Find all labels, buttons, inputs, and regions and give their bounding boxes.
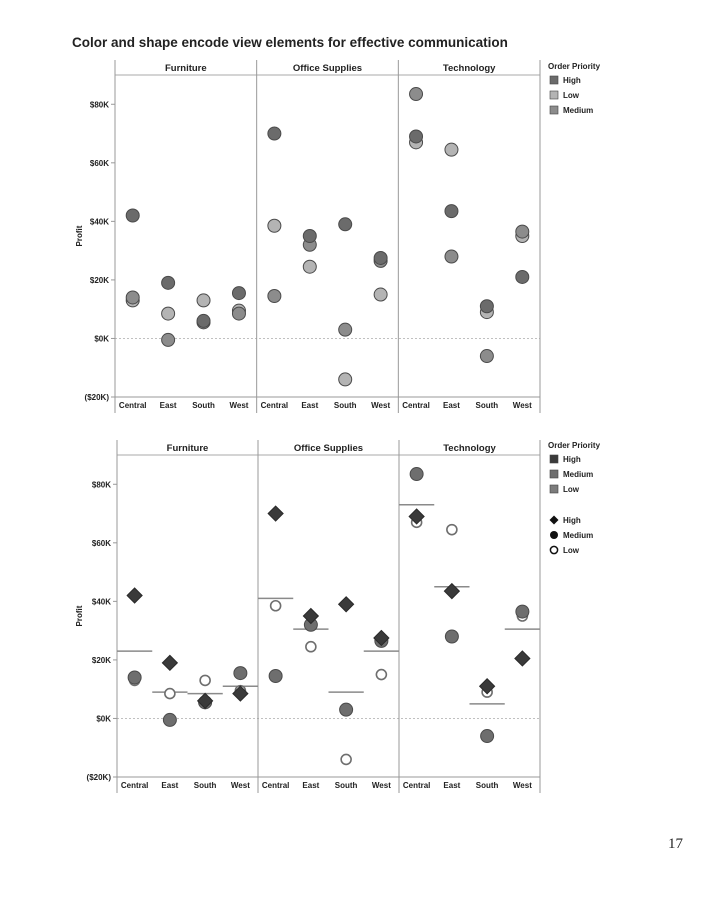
- x-tick-technology-south: South: [475, 781, 499, 790]
- panel-header-furniture: Furniture: [166, 443, 209, 454]
- point-medium-furniture-west: [232, 307, 245, 320]
- legend-shape-low: [550, 546, 557, 553]
- x-tick-office-supplies-east: East: [302, 781, 320, 790]
- point-medium-technology-east: [445, 250, 458, 263]
- y-tick-label: $80K: [89, 100, 109, 110]
- panel-header-furniture: Furniture: [164, 63, 207, 74]
- x-tick-furniture-south: South: [193, 781, 217, 790]
- x-tick-technology-south: South: [475, 401, 499, 410]
- x-tick-furniture-central: Central: [118, 401, 147, 410]
- legend-shape-medium: [550, 531, 558, 539]
- point-high-office-supplies-west: [374, 251, 387, 264]
- x-tick-office-supplies-south: South: [333, 401, 357, 410]
- point-medium-technology-west: [516, 225, 529, 238]
- panel-header-technology: Technology: [443, 443, 496, 454]
- point-high-furniture-west: [232, 287, 245, 300]
- x-tick-furniture-west: West: [229, 401, 249, 410]
- x-tick-office-supplies-west: West: [371, 781, 391, 790]
- page-number: 17: [668, 836, 683, 852]
- point-medium-technology-south: [481, 730, 494, 743]
- legend-swatch-high: [550, 455, 558, 463]
- legend: [548, 441, 601, 555]
- x-tick-technology-east: East: [443, 401, 460, 410]
- point-low-office-supplies-east: [303, 260, 316, 273]
- point-high-furniture-east: [162, 276, 175, 289]
- legend: [548, 62, 601, 115]
- point-medium-technology-central: [410, 88, 423, 101]
- legend-swatch-high: [550, 76, 558, 84]
- y-tick-label: $60K: [89, 158, 109, 168]
- y-axis-label: Profit: [75, 225, 84, 247]
- y-tick-label: ($20K): [86, 773, 111, 782]
- point-high-office-supplies-central: [268, 506, 283, 521]
- x-tick-office-supplies-west: West: [371, 401, 391, 410]
- legend-swatch-low: [550, 485, 558, 493]
- x-tick-technology-west: West: [512, 781, 532, 790]
- x-tick-technology-central: Central: [402, 401, 430, 410]
- point-medium-furniture-central: [128, 671, 141, 684]
- point-high-technology-west: [516, 270, 529, 283]
- y-axis-label: Profit: [75, 605, 84, 627]
- point-low-office-supplies-south: [341, 754, 351, 764]
- legend-swatch-low: [550, 91, 558, 99]
- point-medium-office-supplies-central: [269, 670, 282, 683]
- y-tick-label: $0K: [96, 714, 111, 724]
- point-low-technology-east: [447, 525, 457, 535]
- page-title: Color and shape encode view elements for effective communication: [72, 35, 508, 50]
- x-tick-furniture-east: East: [159, 401, 177, 410]
- x-tick-office-supplies-east: East: [301, 401, 319, 410]
- point-medium-technology-south: [480, 350, 493, 363]
- legend-shape-label-medium: Medium: [563, 531, 594, 540]
- point-high-furniture-south: [197, 314, 210, 327]
- panel-header-technology: Technology: [442, 63, 496, 74]
- point-high-office-supplies-east: [303, 230, 316, 243]
- x-tick-furniture-central: Central: [120, 781, 149, 790]
- point-low-technology-east: [445, 143, 458, 156]
- y-tick-label: $20K: [89, 275, 109, 285]
- legend-label-low: Low: [563, 485, 579, 494]
- y-tick-label: $40K: [89, 217, 109, 227]
- point-high-office-supplies-south: [339, 218, 352, 231]
- point-high-office-supplies-south: [339, 597, 354, 612]
- point-medium-furniture-central: [126, 291, 139, 304]
- point-high-furniture-east: [162, 655, 177, 670]
- legend-label-high: High: [563, 76, 581, 85]
- y-tick-label: $60K: [91, 538, 111, 548]
- point-medium-technology-east: [445, 630, 458, 643]
- point-low-office-supplies-east: [306, 642, 316, 652]
- point-medium-technology-west: [516, 605, 529, 618]
- point-low-furniture-south: [197, 294, 210, 307]
- legend-shape-label-high: High: [563, 516, 581, 525]
- x-tick-office-supplies-south: South: [334, 781, 358, 790]
- x-tick-office-supplies-central: Central: [260, 401, 289, 410]
- point-low-furniture-south: [200, 675, 210, 685]
- point-high-furniture-central: [127, 588, 142, 603]
- legend-label-low: Low: [563, 91, 579, 100]
- y-tick-label: ($20K): [84, 393, 109, 402]
- x-tick-technology-central: Central: [402, 781, 431, 790]
- x-tick-furniture-west: West: [230, 781, 250, 790]
- panel-header-office-supplies: Office Supplies: [293, 443, 364, 454]
- point-medium-furniture-east: [163, 713, 176, 726]
- point-high-office-supplies-central: [268, 127, 281, 140]
- point-low-office-supplies-south: [339, 373, 352, 386]
- point-medium-office-supplies-south: [340, 703, 353, 716]
- point-medium-furniture-east: [162, 333, 175, 346]
- legend-title: Order Priority: [548, 441, 601, 450]
- legend-shape-label-low: Low: [563, 546, 579, 555]
- chart-1: [75, 60, 601, 413]
- x-tick-office-supplies-central: Central: [261, 781, 290, 790]
- y-tick-label: $40K: [91, 597, 111, 607]
- point-high-furniture-central: [126, 209, 139, 222]
- x-tick-furniture-east: East: [161, 781, 179, 790]
- y-tick-label: $20K: [91, 655, 111, 665]
- point-medium-office-supplies-south: [339, 323, 352, 336]
- x-tick-technology-east: East: [443, 781, 461, 790]
- x-tick-technology-west: West: [512, 401, 532, 410]
- point-low-office-supplies-central: [271, 601, 281, 611]
- legend-swatch-medium: [550, 106, 558, 114]
- point-medium-office-supplies-central: [268, 290, 281, 303]
- legend-title: Order Priority: [548, 62, 601, 71]
- chart-2: [75, 440, 601, 793]
- x-tick-furniture-south: South: [192, 401, 215, 410]
- point-low-furniture-east: [165, 689, 175, 699]
- point-low-office-supplies-central: [268, 219, 281, 232]
- y-tick-label: $80K: [91, 480, 111, 490]
- legend-label-high: High: [563, 455, 581, 464]
- point-high-technology-south: [480, 300, 493, 313]
- legend-swatch-medium: [550, 470, 558, 478]
- point-medium-furniture-west: [234, 667, 247, 680]
- point-high-technology-east: [444, 584, 459, 599]
- point-high-technology-east: [445, 205, 458, 218]
- y-tick-label: $0K: [94, 334, 109, 344]
- legend-label-medium: Medium: [563, 106, 594, 115]
- point-high-technology-central: [410, 130, 423, 143]
- point-low-office-supplies-west: [374, 288, 387, 301]
- point-low-office-supplies-west: [376, 670, 386, 680]
- point-low-furniture-east: [162, 307, 175, 320]
- legend-label-medium: Medium: [563, 470, 594, 479]
- point-high-technology-west: [515, 651, 530, 666]
- panel-header-office-supplies: Office Supplies: [292, 63, 363, 74]
- legend-shape-high: [550, 516, 559, 525]
- point-medium-technology-central: [410, 468, 423, 481]
